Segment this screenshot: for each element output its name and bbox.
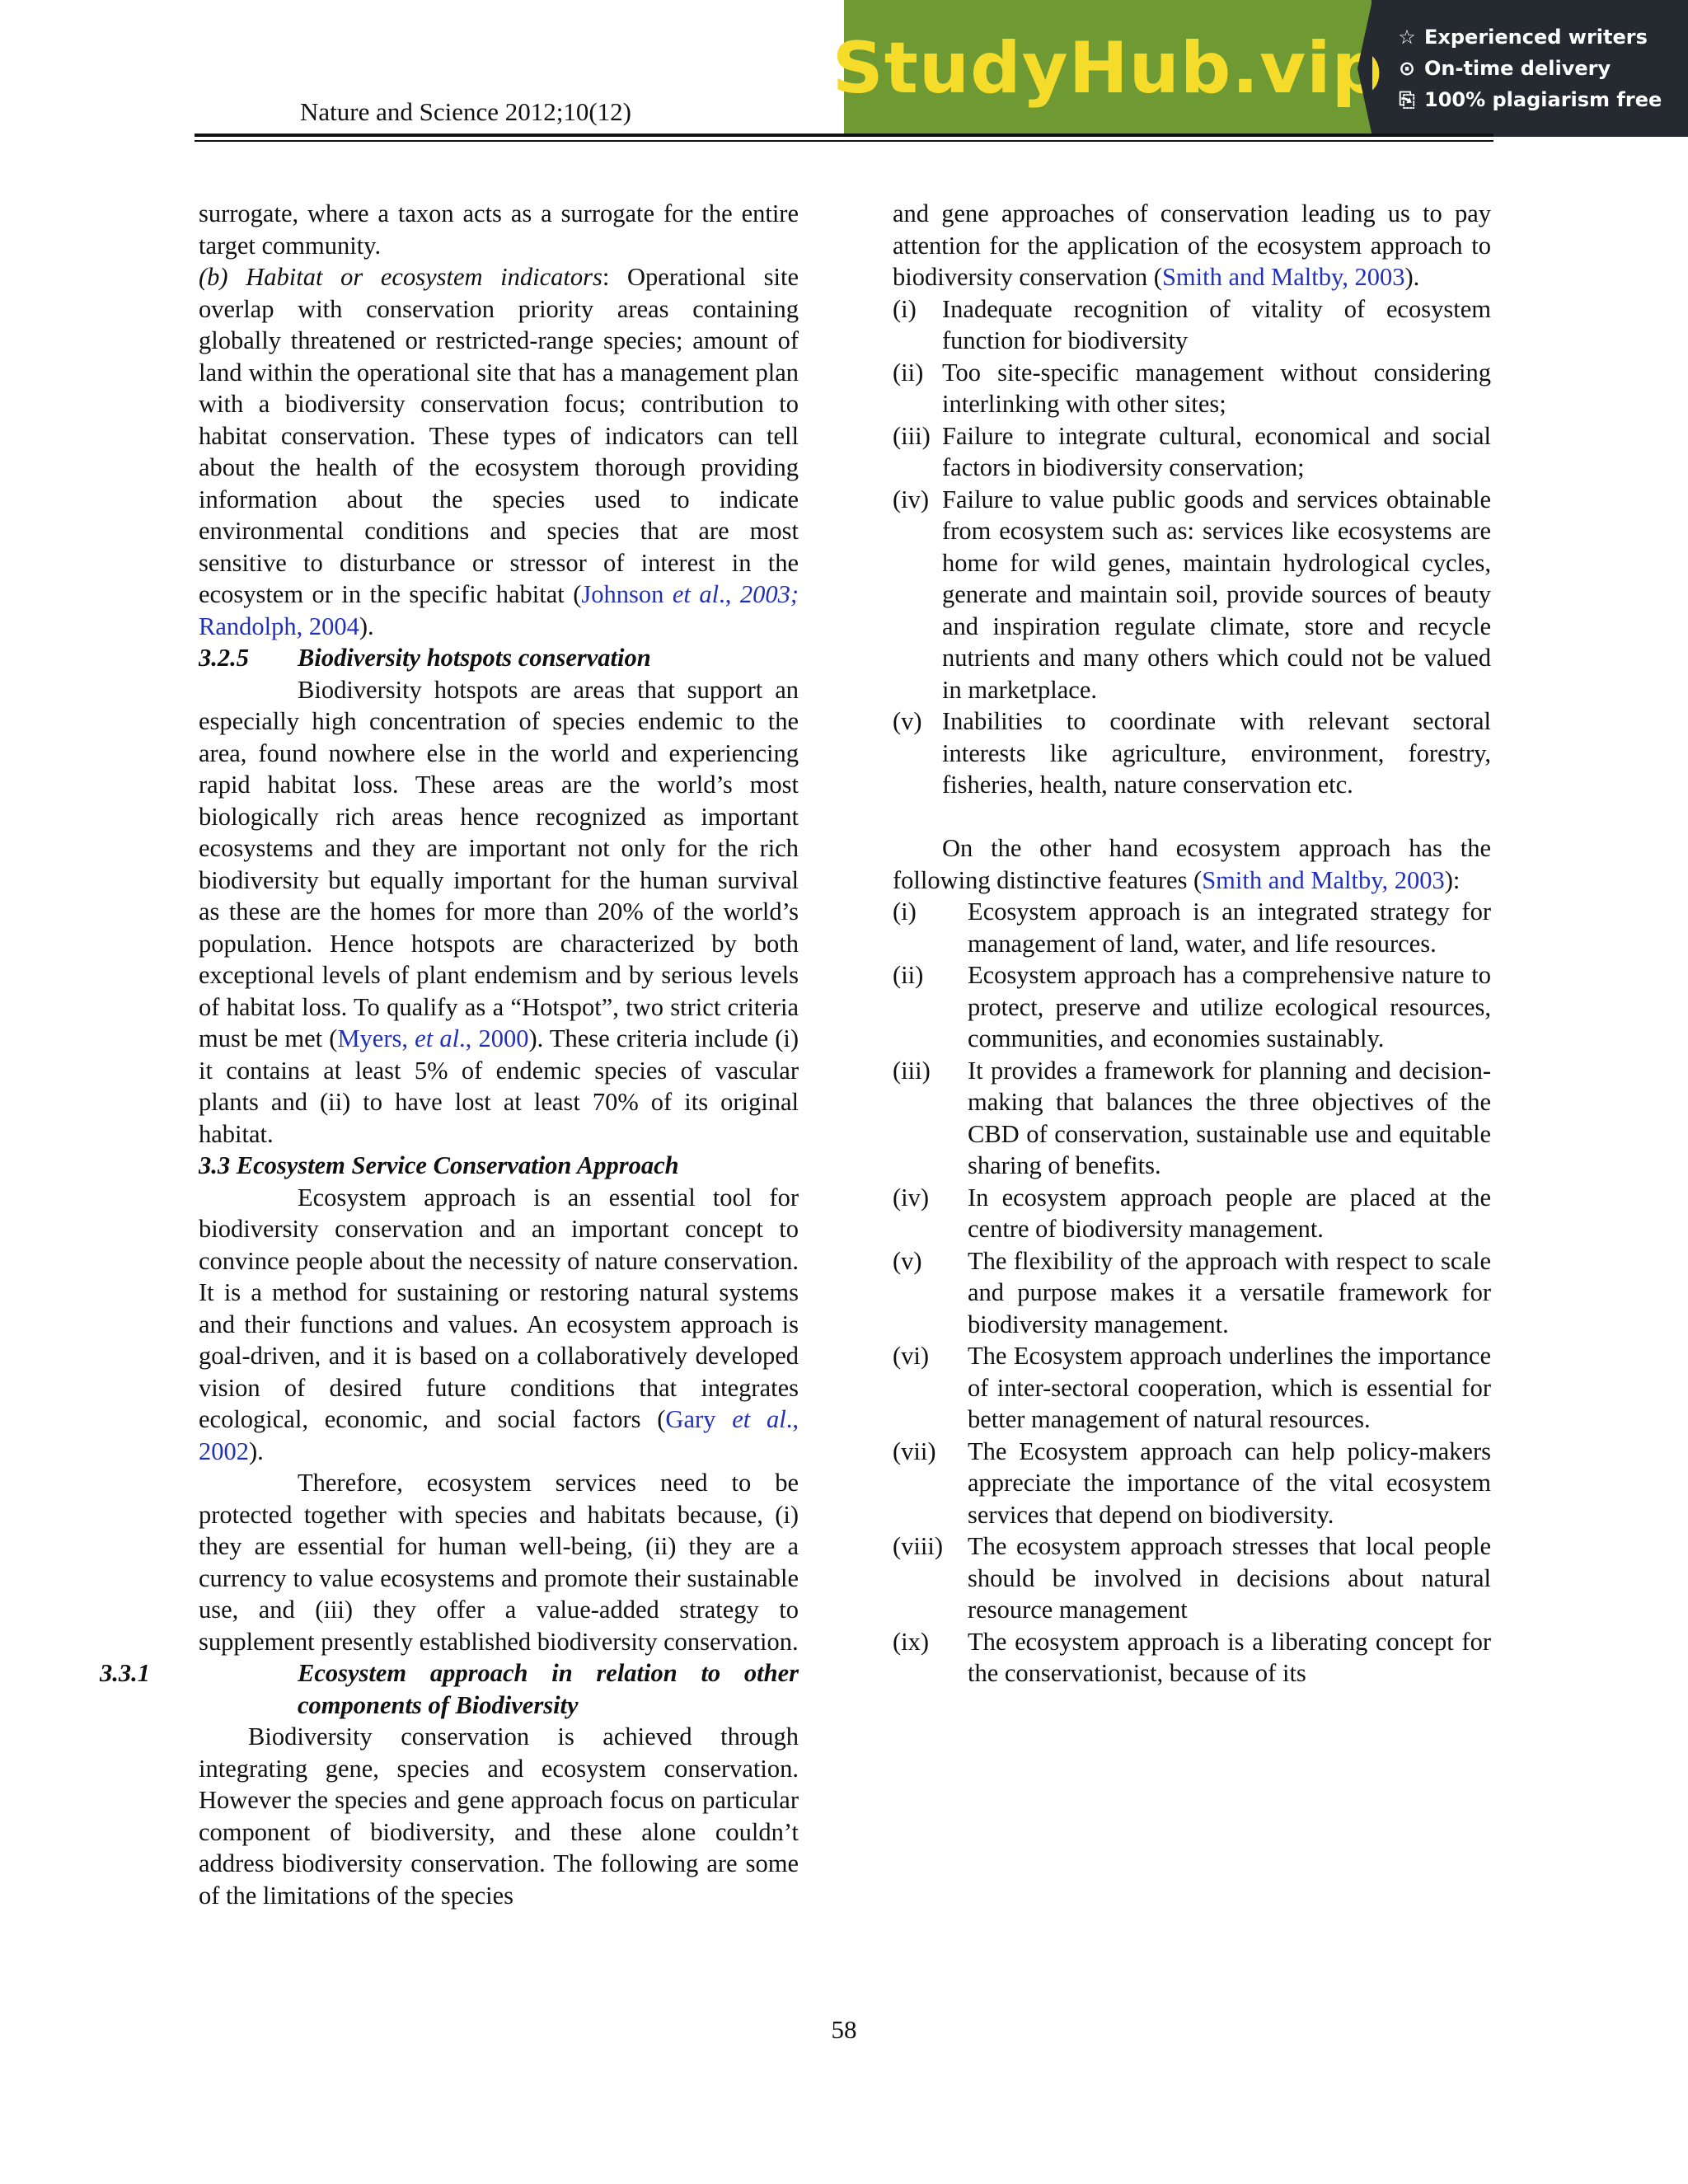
banner-logo-panel: [832, 0, 1384, 137]
list-item: (i) Inadequate recognition of vitality of ecosystem function for biodiversity: [893, 294, 1491, 354]
section-heading: 3.3.1 Ecosystem approach in relation to other components of Biodiversity: [100, 1659, 799, 1719]
list-item: (ii) Ecosystem approach has a comprehensive nature to protect, preserve and utilize ecological resources, communities, and economies sustainably.: [893, 961, 1491, 1052]
left-column: [100, 198, 799, 1911]
list-item: (ix) The ecosystem approach is a liberating concept for the conservationist, because of its: [893, 1627, 1491, 1687]
banner-feature-plagiarism: ⎘ 100% plagiarism free: [1396, 88, 1688, 111]
paragraph-habitat-indicators: (b) Habitat or ecosystem indicators: Operational site overlap with conservation priority areas containing globally threatened or restricted-range species; amount of land within the operational site that has a management plan with a biodiversity conservation focus; contribution to habitat conservation. These types of indicators can tell about the health of the ecosystem thorough providing information about the species used to indicate environmental conditions and species that are most sensitive to disturbance or stressor of interest in the ecosystem or in the specific habitat (Johnson et al., 2003; Randolph, 2004).: [199, 263, 799, 640]
list-item: (iii) It provides a framework for planning and decision-making that balances the three objectives of the CBD of conservation, sustainable use and equitable sharing of benefits.: [893, 1056, 1491, 1179]
banner-logo: StudyHub.vip: [832, 27, 1384, 110]
page-number: 58: [831, 2015, 857, 2044]
paragraph: On the other hand ecosystem approach has the following distinctive features (Smith and Maltby, 2003):: [893, 834, 1491, 894]
paragraph: Biodiversity hotspots are areas that support an especially high concentration of species endemic to the area, found nowhere else in the world and experiencing rapid habitat loss. These areas are the world’s most biologically rich areas hence recognized as important ecosystems and they are important not only for the rich biodiversity but equally important for the human survival as these are the homes for more than 20% of the world’s population. Hence hotspots are characterized by both exceptional levels of plant endemism and by serious levels of habitat loss. To qualify as a “Hotspot”, two strict criteria must be met (Myers, et al., 2000). These criteria include (i) it contains at least 5% of endemic species of vascular plants and (ii) to have lost at least 70% of its original habitat.: [199, 675, 799, 1148]
citation-link[interactable]: Gary et al., 2002: [199, 1405, 799, 1465]
paragraph: Ecosystem approach is an essential tool for biodiversity conservation and an important concept to convince people about the necessity of nature conservation. It is a method for sustaining or restoring natural systems and their functions and values. An ecosystem approach is goal-driven, and it is based on a collaboratively developed vision of desired future conditions that integrates ecological, economic, and social factors (Gary et al., 2002).: [199, 1183, 799, 1465]
list-item: (vi) The Ecosystem approach underlines the importance of inter-sectoral cooperation, which is essential for better management of natural resources.: [893, 1342, 1491, 1433]
list-item: (iv) In ecosystem approach people are placed at the centre of biodiversity management.: [893, 1183, 1491, 1243]
star-icon: ☆: [1398, 26, 1416, 49]
list-item: (v) The flexibility of the approach with respect to scale and purpose makes it a versatile framework for biodiversity management.: [893, 1246, 1491, 1338]
list-item: (i) Ecosystem approach is an integrated strategy for management of land, water, and life resources.: [893, 898, 1491, 958]
journal-header: Nature and Science 2012;10(12): [300, 97, 632, 126]
list-item: (vii) The Ecosystem approach can help policy-makers appreciate the importance of the vital ecosystem services that depend on biodiversity.: [893, 1436, 1491, 1529]
paragraph: Biodiversity conservation is achieved through integrating gene, species and ecosystem conservation. However the species and gene approach focus on particular component of biodiversity, and these alone couldn’t address biodiversity conservation. The following are some of the limitations of the species: [199, 1722, 799, 1910]
citation-link[interactable]: Johnson et al., 2003; Randolph, 2004: [199, 580, 799, 640]
paragraph: surrogate, where a taxon acts as a surrogate for the entire target community.: [199, 199, 799, 260]
list-item: (ii) Too site-specific management without considering interlinking with other sites;: [893, 358, 1491, 418]
banner-features: [1372, 0, 1688, 137]
citation-link[interactable]: Myers, et al., 2000: [337, 1024, 529, 1052]
studyhub-banner[interactable]: [832, 0, 1688, 137]
spacer: [893, 801, 1491, 833]
section-heading: 3.2.5 Biodiversity hotspots conservation: [199, 644, 651, 672]
list-item: (iv) Failure to value public goods and services obtainable from ecosystem such as: services like ecosystems are home for wild genes, maintain hydrological cycles, generate and maintain soil, provide sources of beauty and inspiration regulate climate, store and recycle nutrients and many others which could not be valued in marketplace.: [893, 485, 1491, 704]
list-item: (v) Inabilities to coordinate with relevant sectoral interests like agriculture, environment, forestry, fisheries, health, nature conservation etc.: [893, 707, 1491, 799]
document-check-icon: ⎘: [1399, 88, 1415, 111]
citation-link[interactable]: Smith and Maltby, 2003: [1202, 865, 1445, 894]
list-item: (viii) The ecosystem approach stresses that local people should be involved in decisions about natural resource management: [893, 1532, 1491, 1624]
right-column: [893, 198, 1491, 1690]
paragraph: and gene approaches of conservation leading us to pay attention for the application of the ecosystem approach to biodiversity conservation (Smith and Maltby, 2003).: [893, 199, 1491, 291]
header-rule-thin: [195, 140, 1493, 142]
banner-divider: [1357, 0, 1372, 137]
banner-feature-delivery: ⊙ On-time delivery: [1396, 57, 1688, 80]
citation-link[interactable]: Smith and Maltby, 2003: [1161, 263, 1405, 291]
banner-feature-writers: ☆ Experienced writers: [1396, 26, 1688, 49]
clock-icon: ⊙: [1398, 57, 1416, 80]
section-heading: 3.3 Ecosystem Service Conservation Approach: [199, 1151, 679, 1179]
list-item: (iii) Failure to integrate cultural, economical and social factors in biodiversity conservation;: [893, 421, 1491, 481]
paragraph: Therefore, ecosystem services need to be protected together with species and habitats because, (i) they are essential for human well-being, (ii) they are a currency to value ecosystems and promote their sustainable use, and (iii) they offer a value-added strategy to supplement presently established biodiversity conservation.: [199, 1469, 799, 1656]
header-rule-thick: [195, 134, 1493, 137]
